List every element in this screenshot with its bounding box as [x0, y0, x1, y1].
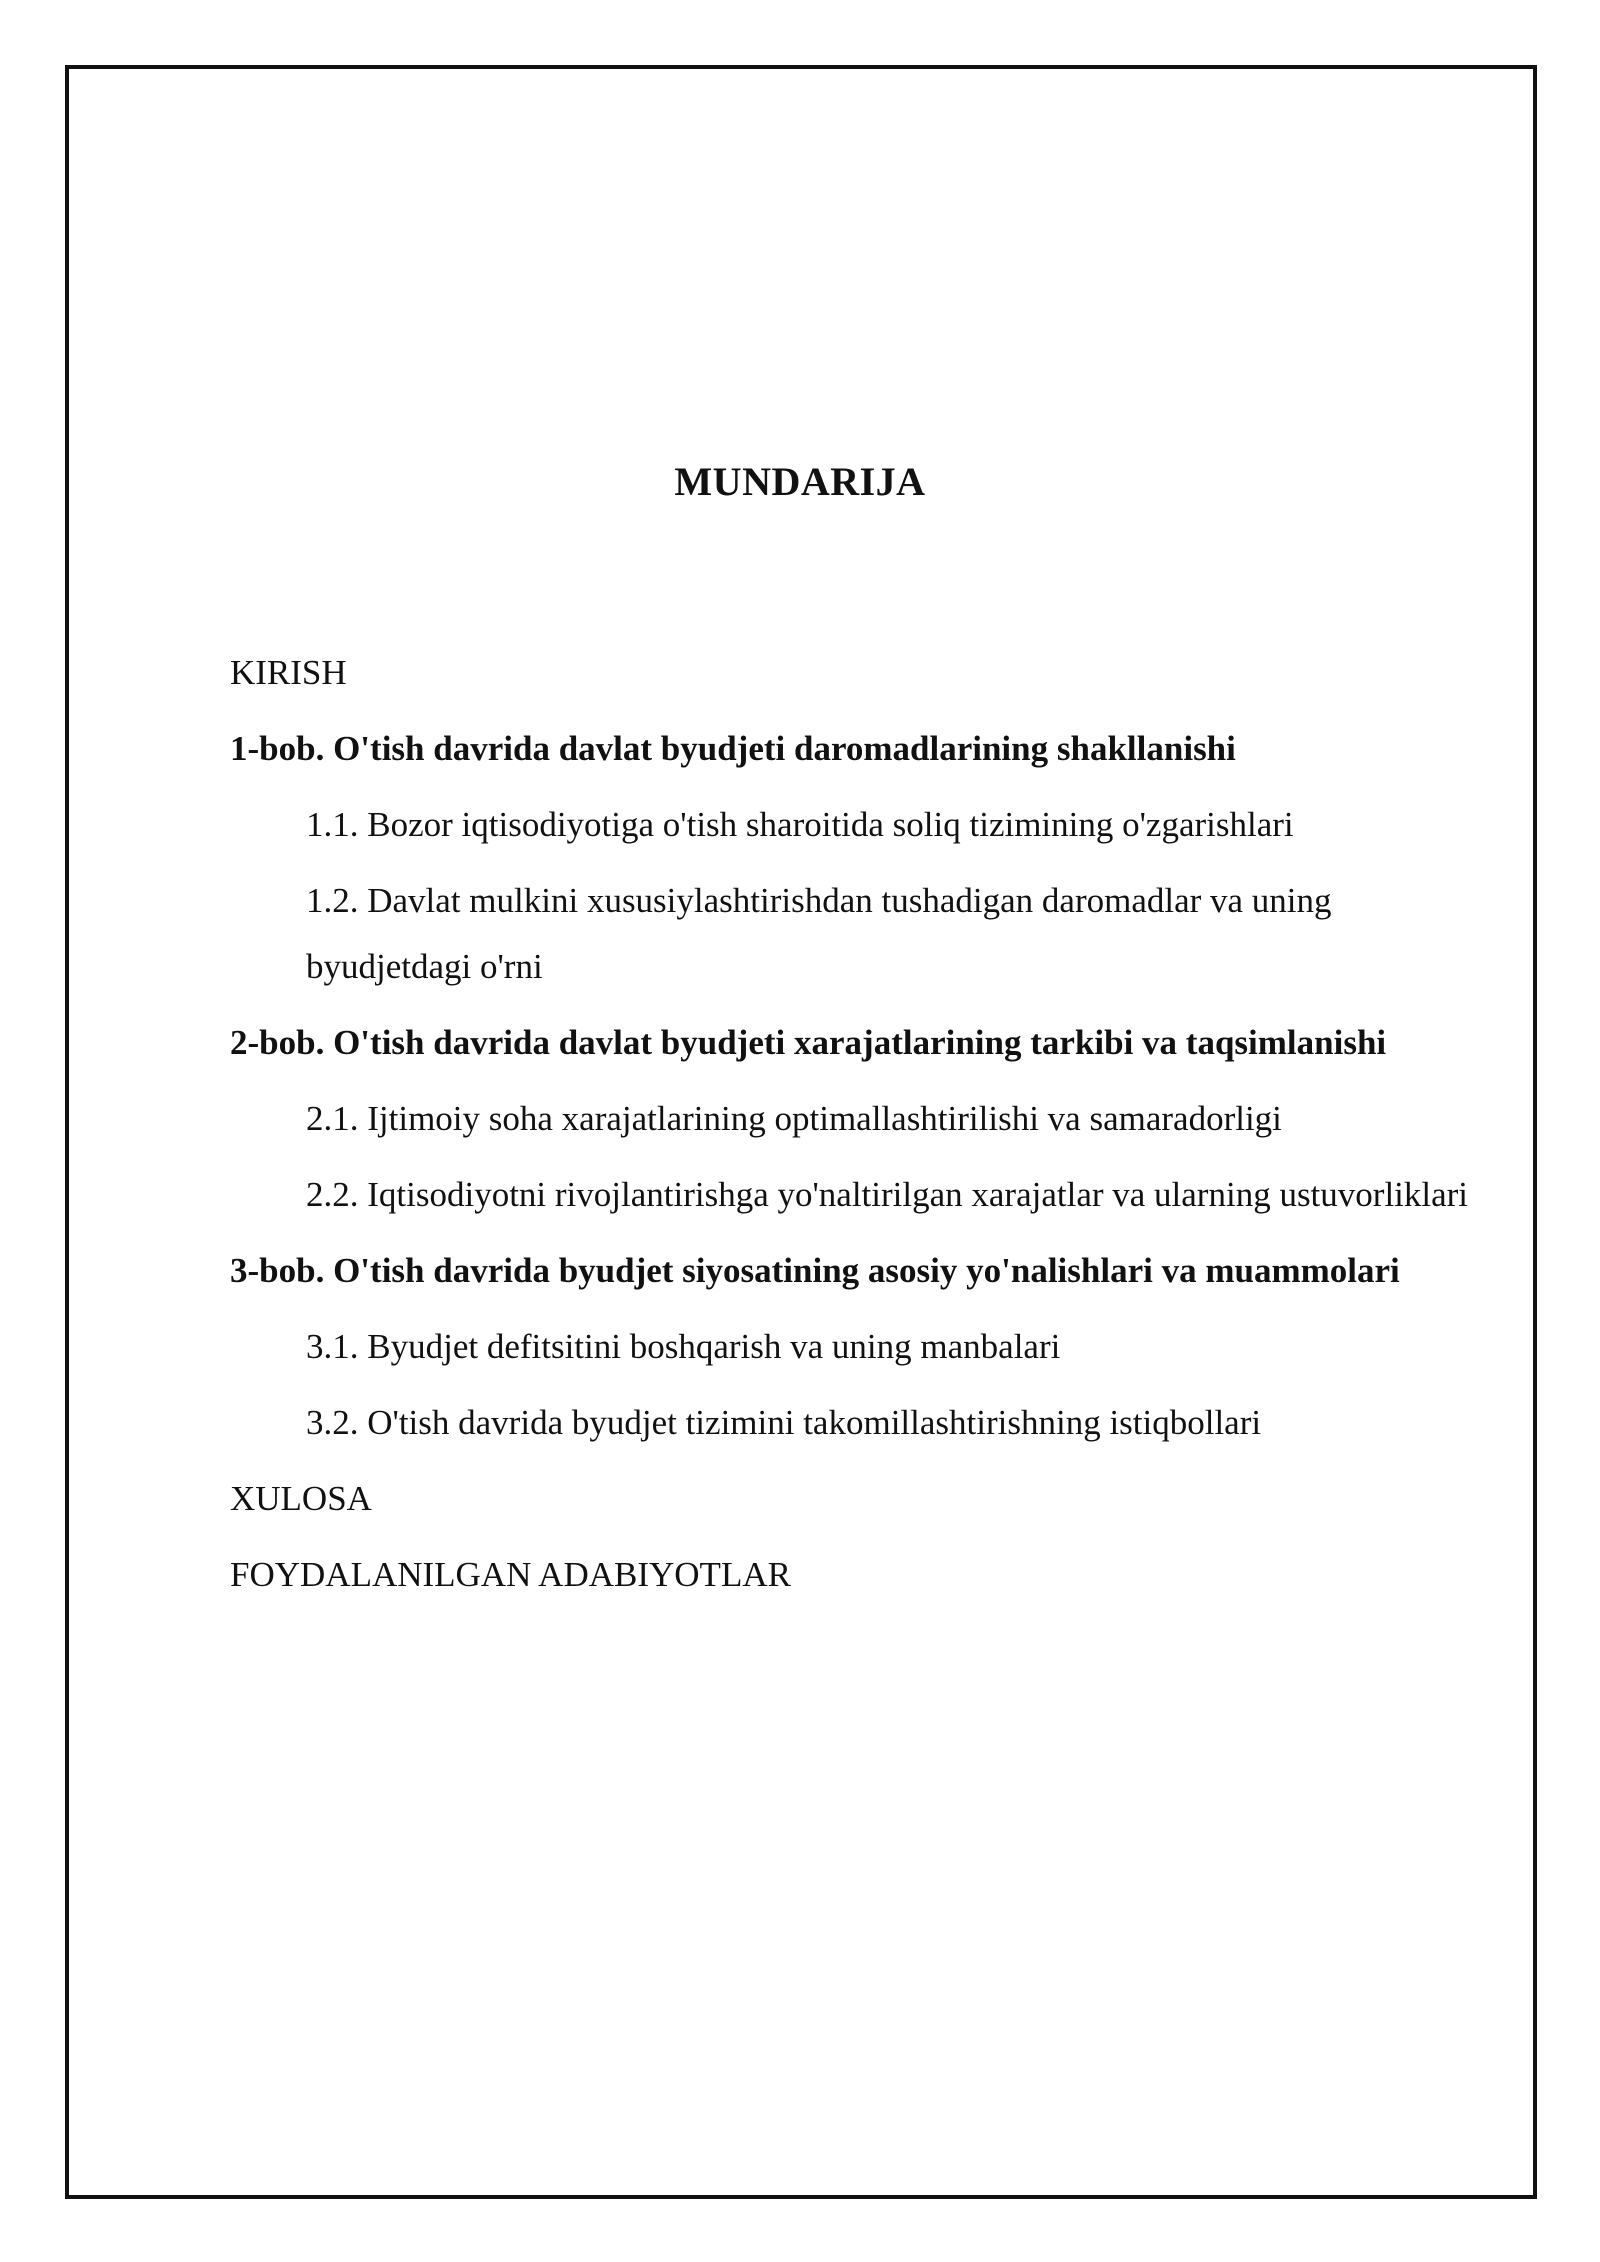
toc-section-3-2: 3.2. O'tish davrida byudjet tizimini takomillashtirishning istiqbollari: [306, 1403, 1262, 1442]
toc-section-2-1: 2.1. Ijtimoiy soha xarajatlarining optimallashtirilishi va samaradorligi: [306, 1099, 1282, 1138]
toc-chapter-1: 1-bob. O'tish davrida davlat byudjeti daromadlarining shakllanishi: [230, 729, 1236, 768]
page-title: MUNDARIJA: [674, 459, 926, 504]
toc-section-1-1: 1.1. Bozor iqtisodiyotiga o'tish sharoitida soliq tizimining o'zgarishlari: [306, 805, 1294, 844]
toc-entry-conclusion: XULOSA: [230, 1479, 372, 1518]
toc-section-2-2: 2.2. Iqtisodiyotni rivojlantirishga yo'naltirilgan xarajatlar va ularning ustuvorliklari: [306, 1175, 1469, 1214]
toc-section-1-2: 1.2. Davlat mulkini xususiylashtirishdan tushadigan daromadlar va uning byudjetdagi o'rni: [306, 881, 1332, 986]
table-of-contents: [230, 640, 1480, 1618]
toc-chapter-2: 2-bob. O'tish davrida davlat byudjeti xarajatlarining tarkibi va taqsimlanishi: [230, 1023, 1387, 1062]
toc-entry-references: FOYDALANILGAN ADABIYOTLAR: [230, 1555, 791, 1594]
toc-chapter-3: 3-bob. O'tish davrida byudjet siyosatining asosiy yo'nalishlari va muammolari: [230, 1251, 1400, 1290]
toc-entry-introduction: KIRISH: [230, 653, 347, 692]
toc-section-3-1: 3.1. Byudjet defitsitini boshqarish va uning manbalari: [306, 1327, 1061, 1366]
